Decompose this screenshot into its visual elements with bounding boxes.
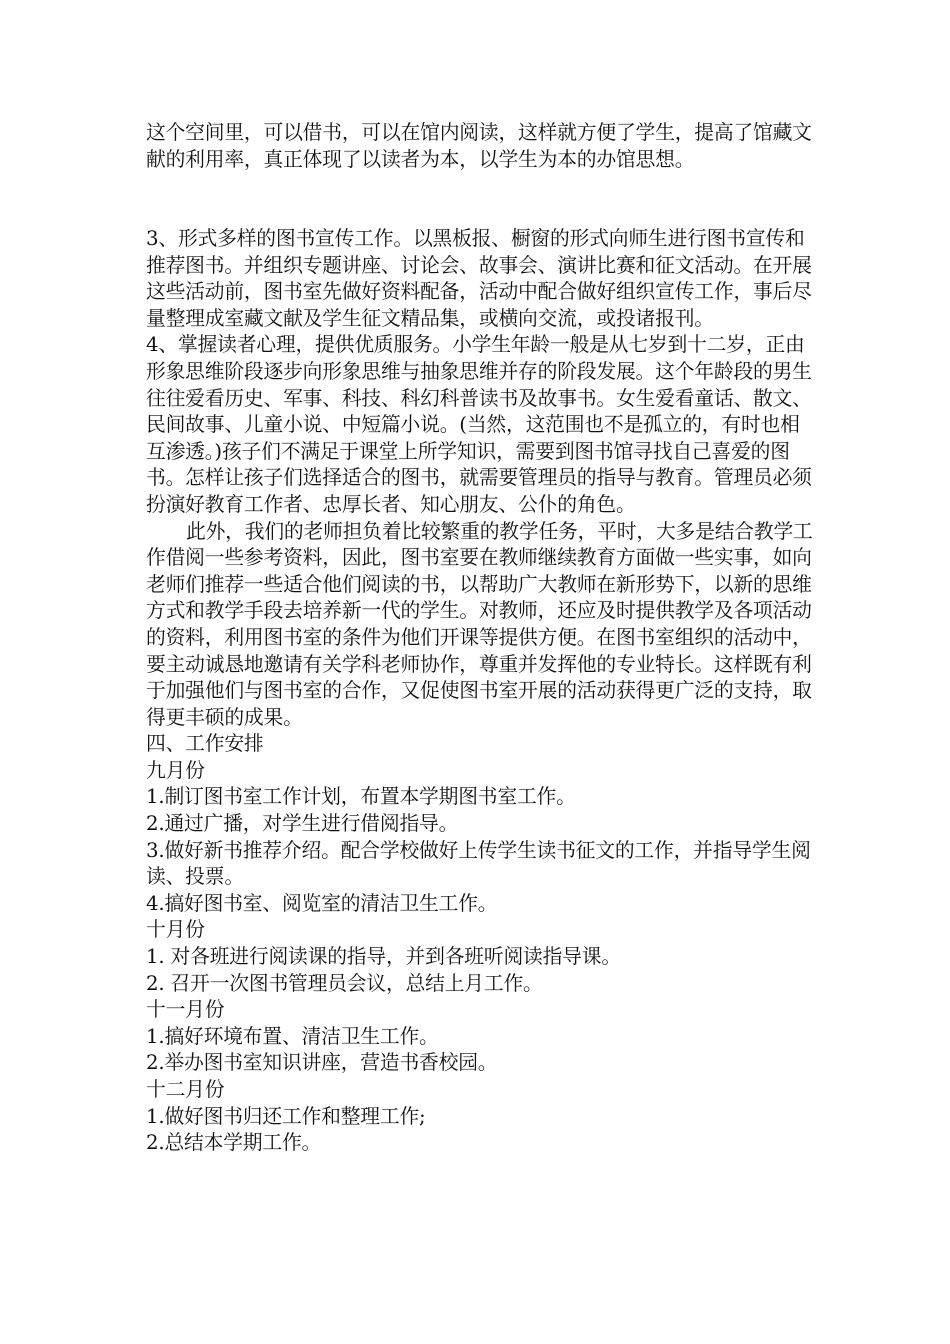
list-item: 1.制订图书室工作计划，布置本学期图书室工作。 [146,785,576,809]
document-page [146,0,816,1344]
paragraph-reading-space: 这个空间里，可以借书，可以在馆内阅读，这样就方便了学生，提高了馆藏文献的利用率，真正体现了以读者为本，以学生为本的办馆思想。 [146,121,812,171]
text-block-main [146,226,816,1157]
list-item: 1.做好图书归还工作和整理工作; [146,1104,426,1128]
month-heading-december: 十二月份 [146,1078,225,1101]
list-item: 1.搞好环境布置、清洁卫生工作。 [146,1024,439,1048]
list-item: 3.做好新书推荐介绍。配合学校做好上传学生读书征文的工作，并指导学生阅读、投票。 [146,838,811,889]
month-heading-september: 九月份 [146,758,205,782]
paragraph-promotion-work: 3、形式多样的图书宣传工作。以黑板报、橱窗的形式向师生进行图书宣传和推荐图书。并组织专题讲座、讨论会、故事会、演讲比赛和征文活动。在开展这些活动前，图书室先做好资料配备，活动中配合做好组织宣传工作，事后尽量整理成室藏文献及学生征文精品集，或横向交流，或投诸报刊。 [146,227,812,330]
text-block-top [146,120,816,173]
list-item: 2. 召开一次图书管理员会议，总结上月工作。 [146,971,543,995]
list-item: 4.搞好图书室、阅览室的清洁卫生工作。 [146,891,498,915]
list-item: 1. 对各班进行阅读课的指导，并到各班听阅读指导课。 [146,945,621,969]
paragraph-reader-psychology: 4、掌握读者心理，提供优质服务。小学生年龄一般是从七岁到十二岁，正由形象思维阶段逐步向形象思维与抽象思维并存的阶段发展。这个年龄段的男生往往爱看历史、军事、科技、科幻科普读书及故事书。女生爱看童话、散文、民间故事、儿童小说、中短篇小说。(当然，这范围也不是孤立的，有时也相互渗透。)孩子们不满足于课堂上所学知识，需要到图书馆寻找自己喜爱的图书。怎样让孩子们选择适合的图书，就需要管理员的指导与教育。管理员必须扮演好教育工作者、忠厚长者、知心朋友、公仆的角色。 [146,333,812,516]
paragraph-teacher-support: 此外，我们的老师担负着比较繁重的教学任务，平时，大多是结合教学工作借阅一些参考资料，因此，图书室要在教师继续教育方面做一些实事，如向老师们推荐一些适合他们阅读的书，以帮助广大教师在新形势下，以新的思维方式和教学手段去培养新一代的学生。对教师，还应及时提供教学及各项活动的资料，利用图书室的条件为他们开课等提供方便。在图书室组织的活动中，要主动诚恳地邀请有关学科老师协作，尊重并发挥他的专业特长。这样既有利于加强他们与图书室的合作，又促使图书室开展的活动获得更广泛的支持，取得更丰硕的成果。 [146,519,813,729]
month-heading-october: 十月份 [146,918,205,942]
list-item: 2.通过广播，对学生进行借阅指导。 [146,812,459,836]
section-heading-work-schedule: 四、工作安排 [146,732,264,756]
month-heading-november: 十一月份 [146,998,225,1022]
list-item: 2.总结本学期工作。 [146,1131,322,1155]
list-item: 2.举办图书室知识讲座，营造书香校园。 [146,1051,498,1075]
